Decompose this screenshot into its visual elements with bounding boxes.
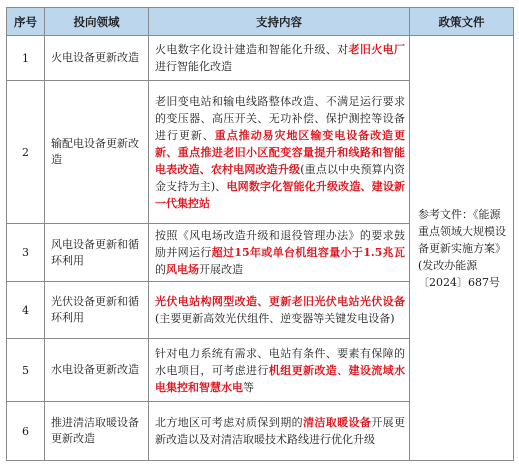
header-row <box>7 8 514 36</box>
row-direction: 推进清洁取暖设备更新改造 <box>45 402 149 461</box>
header-direction: 投向领域 <box>45 8 149 36</box>
row-content <box>149 81 410 224</box>
row-number: 2 <box>7 81 45 224</box>
row-content <box>149 339 410 402</box>
row-number: 1 <box>7 36 45 81</box>
row-number: 3 <box>7 224 45 282</box>
header-policy: 政策文件 <box>410 8 514 36</box>
header-content: 支持内容 <box>149 8 410 36</box>
highlight-text: 超过15年或单台机组容量小于1.5兆瓦 <box>211 246 405 259</box>
row-content <box>149 402 410 461</box>
content-text: 按照《风电场改造升级和退役管理办法》的要求鼓励并网运行 <box>155 229 405 259</box>
highlight-text: 光伏电站构网型改造、更新老旧光伏电站光伏设备 <box>155 295 405 308</box>
row-direction: 输配电设备更新改造 <box>45 81 149 224</box>
content-text: 开展改造 <box>199 263 243 276</box>
row-direction: 光伏设备更新和循环利用 <box>45 282 149 339</box>
row-number: 6 <box>7 402 45 461</box>
row-number: 4 <box>7 282 45 339</box>
row-direction: 火电设备更新改造 <box>45 36 149 81</box>
content-text: (主要更新高效光伏组件、逆变器等关键发电设备) <box>155 312 395 325</box>
content-text: 北方地区可考虑对质保到期的 <box>155 416 303 429</box>
row-number: 5 <box>7 339 45 402</box>
policy-table <box>6 7 514 461</box>
row-content <box>149 36 410 81</box>
content-text: 进行智能化改造 <box>155 60 232 73</box>
content-text: 开展更新改造以及对清洁取暖技术路线进行优化升级 <box>155 416 406 446</box>
content-text: 老旧变电站和输电线路整体改造、不满足运行要求的变压器、高压开关、无功补偿、保护测控等设备进行更新、 <box>155 94 405 142</box>
highlight-text: 风电场 <box>166 263 199 276</box>
content-text: (重点以中央预算内资金支持为主)、 <box>155 162 405 193</box>
content-text: 火电数字化设计建造和智能化升级、对 <box>155 43 349 56</box>
row-content <box>149 224 410 282</box>
row-direction: 水电设备更新改造 <box>45 339 149 402</box>
row-content <box>149 282 410 339</box>
header-seq: 序号 <box>7 8 45 36</box>
row-direction: 风电设备更新和循环利用 <box>45 224 149 282</box>
highlight-text: 电网数字化智能化升级改造、建设新一代集控站 <box>155 179 406 210</box>
table-row <box>7 36 514 81</box>
highlight-text: 建设流域水电集控和智慧水电 <box>155 363 406 394</box>
highlight-text: 机组更新改造 <box>268 363 338 377</box>
content-text: 、 <box>337 363 349 377</box>
highlight-text: 老旧火电厂 <box>348 43 406 56</box>
policy-document: 参考文件：《能源重点领域大规模设备更新实施方案》(发改办能源〔2024〕687号 <box>410 36 514 461</box>
content-text: 等 <box>243 380 254 394</box>
content-text: 针对电力系统有需求、电站有条件、要素有保障的水电项目，可考虑进行 <box>155 346 405 377</box>
content-text: 的 <box>155 263 166 276</box>
highlight-text: 重点推动易灾地区输变电设备改造更新、重点推进老旧小区配变容量提升和线路和智能电表改造、农村电网改造升级 <box>155 128 405 176</box>
highlight-text: 清洁取暖设备 <box>302 416 372 429</box>
